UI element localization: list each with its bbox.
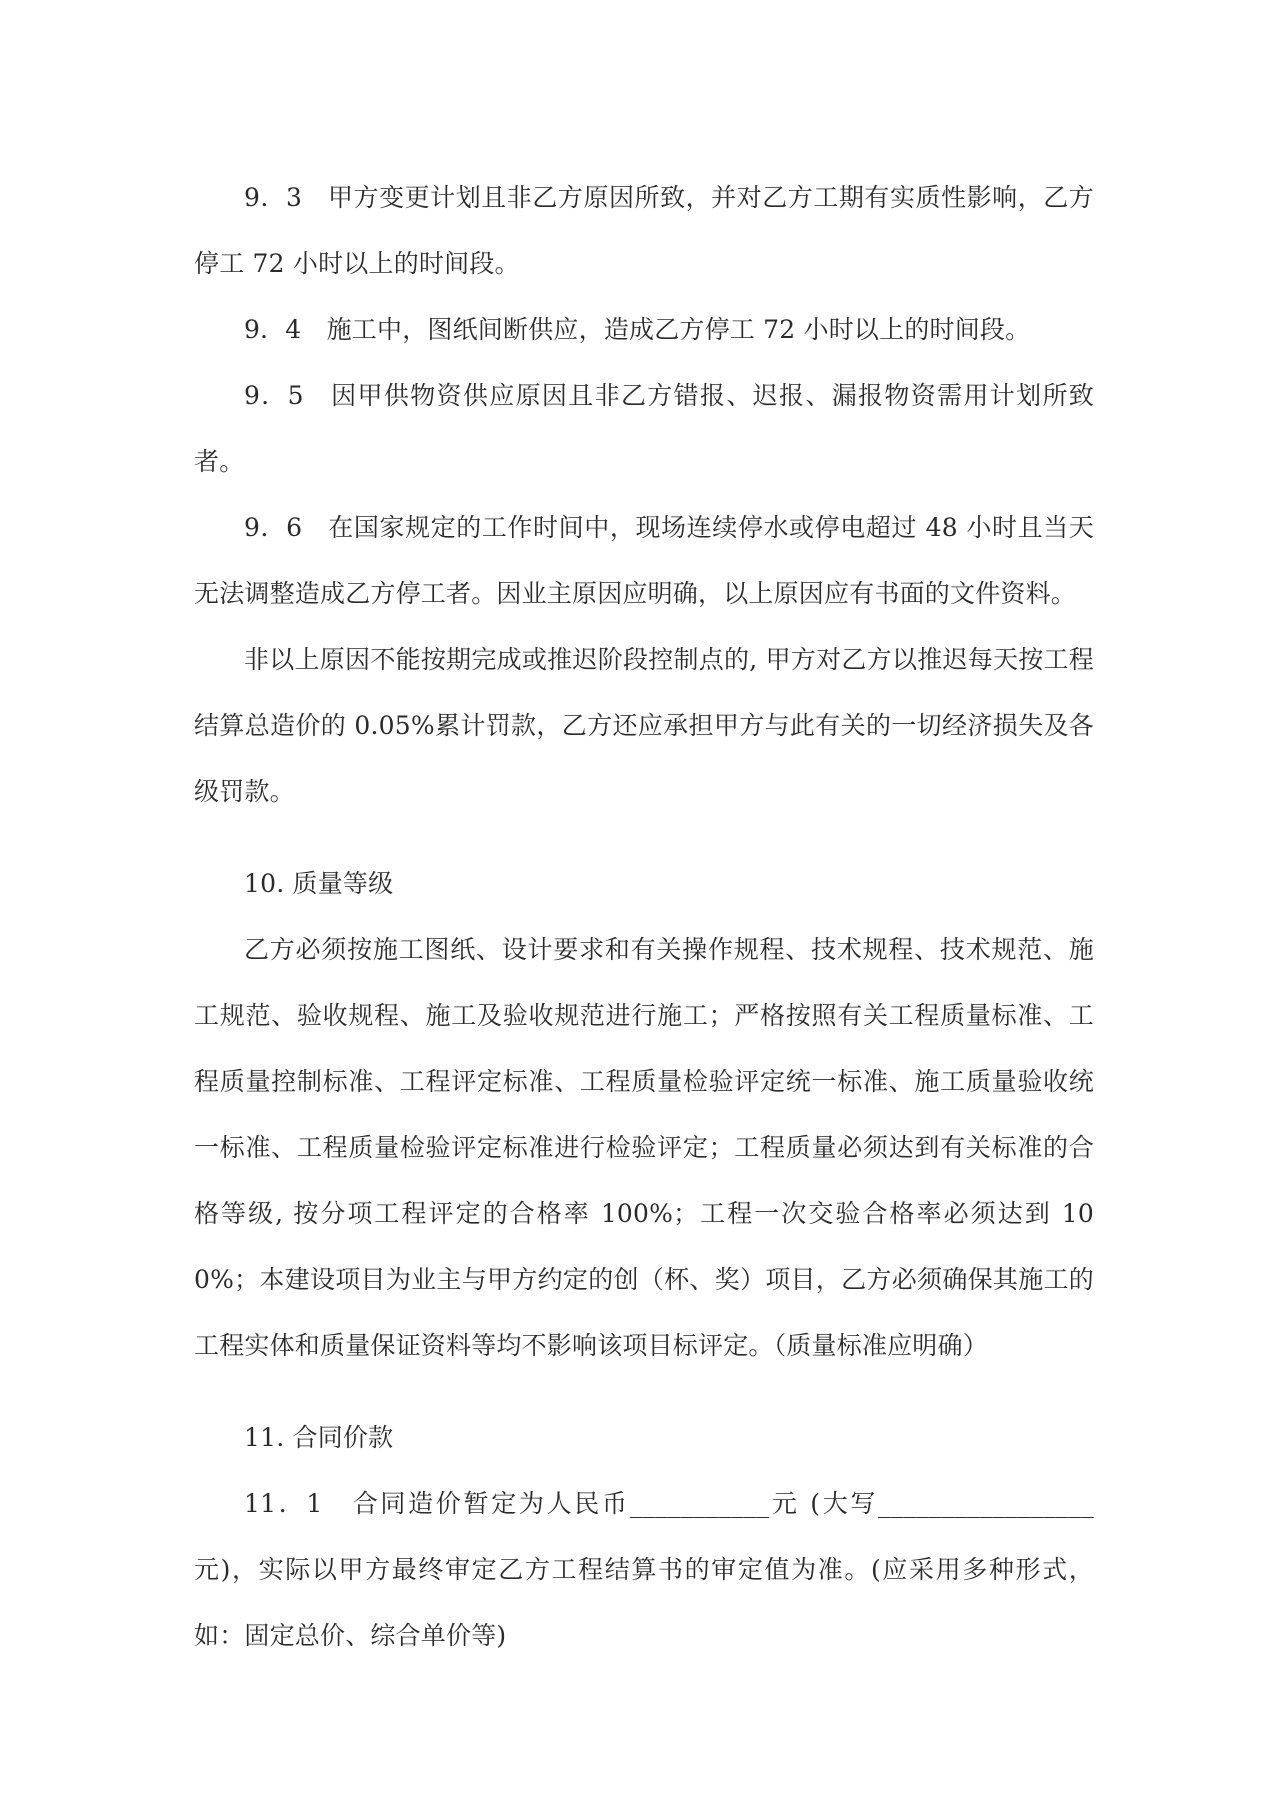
section-10-heading: 10. 质量等级 <box>244 869 394 898</box>
section-10-body: 乙方必须按施工图纸、设计要求和有关操作规程、技术规程、技术规范、施工规范、验收规程、施工及验收规范进行施工；严格按照有关工程质量标准、工程质量控制标准、工程评定标准、工程质量检验评定统一标准、施工质量验收统一标准、工程质量检验评定标准进行检验评定；工程质量必须达到有关标准的合格等级, 按分项工程评定的合格率 100%；工程一次交验合格率必须达到 100%；本建设项目为业主与甲方约定的创（杯、奖）项目，乙方必须确保其施工的工程实体和质量保证资料等均不影响该项目标评定。（质量标准应明确） <box>194 935 1094 1360</box>
penalty-clause: 非以上原因不能按期完成或推迟阶段控制点的, 甲方对乙方以推迟每天按工程结算总造价的 0.05%累计罚款，乙方还应承担甲方与此有关的一切经济损失及各级罚款。 <box>194 645 1094 806</box>
section-11-heading: 11. 合同价款 <box>244 1423 394 1452</box>
clause-9-4: 9．4 施工中，图纸间断供应，造成乙方停工 72 小时以上的时间段。 <box>244 315 1031 344</box>
document-body <box>194 165 1094 1669</box>
clause-11-1: 11．1 合同造价暂定为人民币___________元 (大写_________________元)，实际以甲方最终审定乙方工程结算书的审定值为准。(应采用多种形式，如：固定总价、综合单价等) <box>194 1489 1094 1650</box>
clause-9-5: 9．5 因甲供物资供应原因且非乙方错报、迟报、漏报物资需用计划所致者。 <box>194 381 1094 476</box>
clause-9-3: 9．3 甲方变更计划且非乙方原因所致，并对乙方工期有实质性影响，乙方停工 72 小时以上的时间段。 <box>194 183 1094 278</box>
clause-9-6: 9．6 在国家规定的工作时间中，现场连续停水或停电超过 48 小时且当天无法调整造成乙方停工者。因业主原因应明确，以上原因应有书面的文件资料。 <box>194 513 1094 608</box>
